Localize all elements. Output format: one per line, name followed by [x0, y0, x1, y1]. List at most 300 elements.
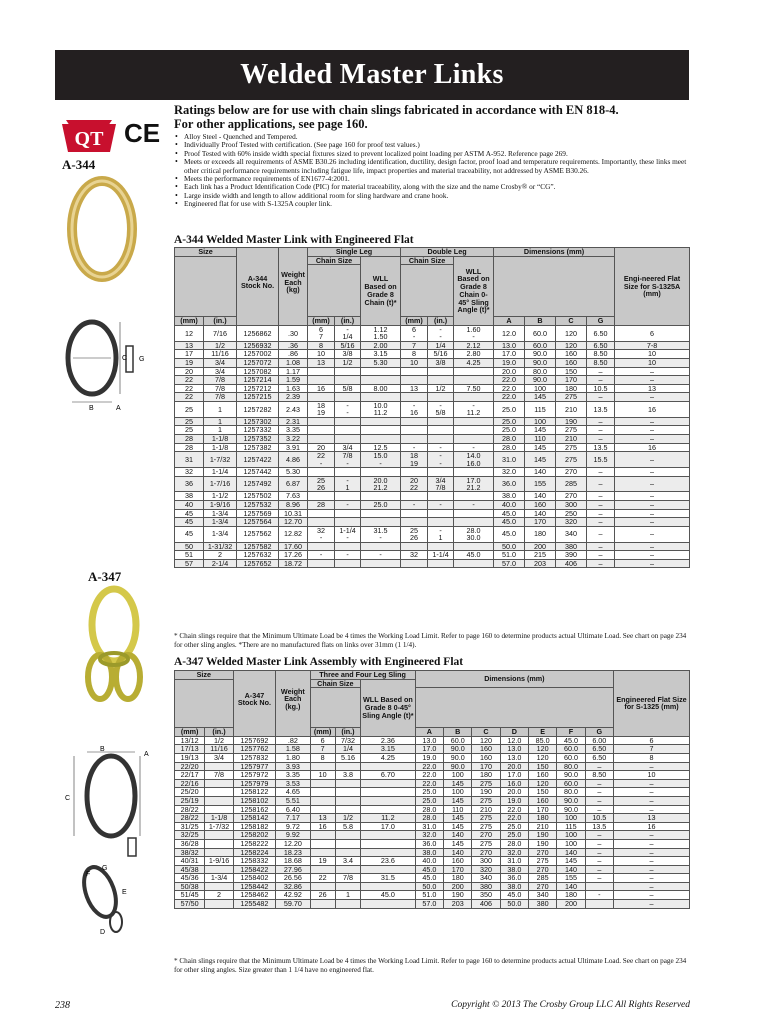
table-cell: 38/32 — [175, 848, 205, 857]
table-cell: 1-7/16 — [204, 476, 237, 492]
page-number: 238 — [55, 1000, 70, 1011]
table-cell: 285 — [556, 476, 587, 492]
table-cell: 270 — [528, 865, 556, 874]
table-row — [175, 891, 690, 900]
table-cell: 1258122 — [233, 788, 275, 797]
table-cell: 22.0 — [415, 779, 443, 788]
table-cell: 45 — [175, 509, 204, 518]
table-cell: 1257632 — [237, 551, 279, 560]
table-cell: – — [585, 848, 613, 857]
table-cell: 2.00 — [361, 341, 401, 350]
table-cell: 22.0 — [494, 393, 525, 402]
table-cell: 145 — [444, 779, 472, 788]
table-row — [175, 882, 690, 891]
table-cell: 4.25 — [454, 358, 494, 367]
table-cell: – — [587, 417, 615, 426]
table-cell — [335, 367, 361, 376]
table-cell: 1 — [204, 417, 237, 426]
table-cell — [205, 848, 233, 857]
table-cell: 140 — [525, 509, 556, 518]
diag2-label-b: B — [100, 746, 105, 753]
table-cell: 45/38 — [175, 865, 205, 874]
table-cell: 320 — [556, 518, 587, 527]
table-row — [175, 443, 690, 452]
table-cell: – — [585, 874, 613, 883]
table-cell: 320 — [472, 865, 500, 874]
table-cell: 28 — [308, 500, 335, 509]
col-group-double-leg: Double Leg — [401, 248, 494, 257]
feature-item: • Meets the performance requirements of EN1677-4:2001. — [174, 175, 690, 183]
table-row — [175, 865, 690, 874]
table-row — [175, 779, 690, 788]
table-cell: 1257762 — [233, 745, 275, 754]
table-cell: 25 26 — [308, 476, 335, 492]
col-double-chain-size: Chain Size — [401, 256, 454, 265]
table-cell: 1 — [204, 426, 237, 435]
table-cell — [335, 518, 361, 527]
table-cell: 28/22 — [175, 805, 205, 814]
table-cell: 115 — [525, 401, 556, 417]
table-cell: 26.56 — [276, 874, 310, 883]
ce-mark: CE — [124, 118, 161, 148]
table-cell: 11/16 — [204, 350, 237, 359]
table-cell: 270 — [472, 848, 500, 857]
table-cell: 13 — [615, 384, 690, 393]
table-cell: – — [585, 788, 613, 797]
table-row — [175, 376, 690, 385]
table-cell: 18 19 — [401, 452, 428, 468]
table-cell: 275 — [472, 839, 500, 848]
table-cell: 13 — [401, 384, 428, 393]
table-cell: 3.15 — [361, 350, 401, 359]
table-cell — [401, 426, 428, 435]
table-cell: 50.0 — [500, 900, 528, 909]
table-cell: 1.80 — [276, 753, 310, 762]
table-cell: – — [615, 542, 690, 551]
table-cell — [335, 559, 361, 568]
table-cell: 60.0 — [557, 745, 585, 754]
table-cell: 7.50 — [454, 384, 494, 393]
table-cell: 4.65 — [276, 788, 310, 797]
table-cell: – — [615, 492, 690, 501]
table-cell: 1257214 — [237, 376, 279, 385]
table-cell: - — [428, 443, 454, 452]
table-cell: - — [401, 500, 428, 509]
col-chain-size: Chain Size — [310, 679, 361, 688]
table-cell: 13.0 — [500, 753, 528, 762]
col-dim-g: G — [587, 317, 615, 326]
col-dim-e: E — [528, 728, 556, 737]
table-row — [175, 822, 690, 831]
table-cell: – — [587, 393, 615, 402]
product-label-a347: A-347 — [88, 569, 122, 584]
table-cell — [308, 376, 335, 385]
table-cell: 1257442 — [237, 467, 279, 476]
table-cell: 25 — [175, 417, 204, 426]
table-cell: 38.0 — [415, 848, 443, 857]
intro-heading-1: Ratings below are for use with chain slings fabricated in accordance with EN 818-4. — [174, 103, 619, 117]
table-cell: 180 — [556, 384, 587, 393]
table-cell — [310, 839, 335, 848]
table-cell: 350 — [472, 891, 500, 900]
col-group-single-leg: Single Leg — [308, 248, 401, 257]
col-dim-g: G — [585, 728, 613, 737]
table-cell: – — [615, 393, 690, 402]
table-cell: - 1 — [428, 526, 454, 542]
col-stock-no: A-347 Stock No. — [233, 671, 275, 728]
col-dim-c: C — [556, 317, 587, 326]
table-cell: 2 — [204, 551, 237, 560]
table-cell: 180 — [528, 814, 556, 823]
table-cell: - 16 — [401, 401, 428, 417]
table-cell: 28.0 — [500, 839, 528, 848]
table-cell: – — [614, 865, 690, 874]
table-cell: 16 — [308, 384, 335, 393]
col-size-mm: (mm) — [175, 317, 204, 326]
table-cell: 60.0 — [525, 325, 556, 341]
table-cell: – — [614, 762, 690, 771]
table-cell: 2 — [205, 891, 233, 900]
col-size-mm: (mm) — [175, 728, 205, 737]
table-cell: 3/8 — [428, 358, 454, 367]
table-cell: 160 — [556, 350, 587, 359]
table-cell: 6.50 — [587, 325, 615, 341]
table-cell: 1257564 — [237, 518, 279, 527]
col-single-wll: WLL Based on Grade 8 Chain (t)* — [361, 256, 401, 325]
table-cell: 7.63 — [279, 492, 308, 501]
table-cell: 2.39 — [279, 393, 308, 402]
table-cell: 1258142 — [233, 814, 275, 823]
table-cell: – — [585, 779, 613, 788]
table-cell: 28.0 — [494, 443, 525, 452]
table-cell: 17.60 — [279, 542, 308, 551]
table-cell: 36/28 — [175, 839, 205, 848]
table-cell: - - — [428, 325, 454, 341]
table-cell: 22/16 — [175, 779, 205, 788]
table-cell: – — [585, 857, 613, 866]
table-cell: 13/12 — [175, 736, 205, 745]
table-row — [175, 393, 690, 402]
diag-label-a: A — [116, 405, 121, 412]
table-cell: 60.0 — [557, 779, 585, 788]
table-row — [175, 796, 690, 805]
table-cell: 7/8 — [204, 393, 237, 402]
table-cell: – — [614, 805, 690, 814]
table-cell: 8.50 — [587, 358, 615, 367]
table-cell — [585, 882, 613, 891]
table-cell: 5.30 — [361, 358, 401, 367]
table-cell — [454, 417, 494, 426]
table-cell — [401, 417, 428, 426]
table-cell: 22 — [175, 384, 204, 393]
table-cell — [361, 779, 416, 788]
table-cell: 17.26 — [279, 551, 308, 560]
qt-logo — [60, 118, 118, 154]
table-cell: 160 — [525, 500, 556, 509]
table-cell: - 5/8 — [428, 401, 454, 417]
table-cell: 3.91 — [279, 443, 308, 452]
table-cell: 90.0 — [444, 753, 472, 762]
table-cell: 1257282 — [237, 401, 279, 417]
table-cell: 51.0 — [415, 891, 443, 900]
table-cell: 110 — [444, 805, 472, 814]
table-cell: 6.50 — [585, 745, 613, 754]
table-cell: 1258102 — [233, 796, 275, 805]
table-cell — [335, 805, 360, 814]
table-cell: 28 — [175, 443, 204, 452]
table-cell: 40 — [175, 500, 204, 509]
table-cell — [401, 367, 428, 376]
table-cell: 25 — [175, 426, 204, 435]
table-cell: 6 7 — [308, 325, 335, 341]
table-cell: 1.17 — [279, 367, 308, 376]
table-cell: 22.0 — [415, 762, 443, 771]
table-cell: 10 — [401, 358, 428, 367]
table-cell: 1257072 — [237, 358, 279, 367]
table-cell: 45.0 — [454, 551, 494, 560]
table-cell: 1258422 — [233, 865, 275, 874]
table-row — [175, 526, 690, 542]
table-cell — [335, 509, 361, 518]
table-cell: 406 — [472, 900, 500, 909]
table-cell: 1257972 — [233, 771, 275, 780]
col-single-chain-size: Chain Size — [308, 256, 361, 265]
table-cell: 1.59 — [279, 376, 308, 385]
table-cell: 170 — [472, 762, 500, 771]
table-cell — [454, 492, 494, 501]
table-cell: 160 — [472, 753, 500, 762]
table-cell: 12 — [175, 325, 204, 341]
table-cell: 27.96 — [276, 865, 310, 874]
table-cell: 150 — [528, 762, 556, 771]
table-cell: 7/8 — [204, 384, 237, 393]
table-cell — [401, 518, 428, 527]
col-flat-size: Engineered Flat Size for S-1325 (mm) — [614, 671, 690, 737]
table-cell: 22/20 — [175, 762, 205, 771]
table-cell: 36.0 — [500, 874, 528, 883]
table-cell: 28.0 30.0 — [454, 526, 494, 542]
table-cell: 1257382 — [237, 443, 279, 452]
table-cell: – — [614, 891, 690, 900]
table-cell: 120 — [528, 779, 556, 788]
table-cell — [310, 779, 335, 788]
table-cell: 11/16 — [205, 745, 233, 754]
table-cell: 16 — [614, 822, 690, 831]
table-cell — [308, 467, 335, 476]
table-cell — [335, 839, 360, 848]
table-cell: 275 — [472, 814, 500, 823]
table-cell: 11.2 — [361, 814, 416, 823]
table-cell — [428, 376, 454, 385]
table-cell: 1258224 — [233, 848, 275, 857]
table-cell: 25 26 — [401, 526, 428, 542]
table-row — [175, 788, 690, 797]
table-cell — [585, 900, 613, 909]
table-cell — [361, 467, 401, 476]
table-cell: – — [614, 839, 690, 848]
intro-section — [174, 103, 690, 209]
table-cell: 3/4 — [204, 358, 237, 367]
table-cell: 57/50 — [175, 900, 205, 909]
table-cell: 22.0 — [415, 771, 443, 780]
col-wll: WLL Based on Grade 8 0-45° Sling Angle (t)* — [361, 679, 416, 736]
table-cell: 180 — [525, 526, 556, 542]
table-cell: 17.0 — [500, 771, 528, 780]
table-cell: 80.0 — [525, 367, 556, 376]
table-cell: 38.0 — [494, 492, 525, 501]
table-cell: 1/4 — [335, 745, 360, 754]
table-cell: 17 — [175, 350, 204, 359]
table-cell: 12.70 — [279, 518, 308, 527]
table-cell: 45.0 — [494, 518, 525, 527]
col-group-size: Size — [175, 248, 237, 257]
table-cell: 90.0 — [525, 350, 556, 359]
table-cell: 180 — [444, 874, 472, 883]
table-cell — [205, 805, 233, 814]
table-cell: – — [615, 500, 690, 509]
table-cell: 90.0 — [444, 745, 472, 754]
table-cell: 1-7/32 — [204, 452, 237, 468]
table-cell: 1 — [335, 891, 360, 900]
table-cell: 140 — [525, 467, 556, 476]
table-cell — [308, 426, 335, 435]
table-cell — [205, 796, 233, 805]
table-cell — [308, 509, 335, 518]
a344-table-body — [175, 325, 690, 567]
table-cell: 3/4 7/8 — [428, 476, 454, 492]
table-cell: 38.0 — [500, 865, 528, 874]
table-cell: 1257352 — [237, 434, 279, 443]
table-cell: – — [587, 518, 615, 527]
table-cell: – — [585, 796, 613, 805]
table-cell: 50/38 — [175, 882, 205, 891]
table-cell: 1258202 — [233, 831, 275, 840]
table-cell: 8.50 — [587, 350, 615, 359]
table-cell: 1257977 — [233, 762, 275, 771]
table-cell — [310, 831, 335, 840]
col-dim-a: A — [415, 728, 443, 737]
table-cell: 160 — [528, 771, 556, 780]
table-cell: 90.0 — [557, 771, 585, 780]
table-cell: 25.0 — [415, 788, 443, 797]
table-cell: 42.92 — [276, 891, 310, 900]
diag-label-g: G — [139, 356, 145, 363]
table-cell: 10 — [615, 350, 690, 359]
table-cell: 3.15 — [361, 745, 416, 754]
table-cell: 18.72 — [279, 559, 308, 568]
table-cell: 145 — [525, 393, 556, 402]
table-cell: 7/8 — [204, 376, 237, 385]
table-row — [175, 874, 690, 883]
table-cell: 18.23 — [276, 848, 310, 857]
table-cell: 210 — [528, 822, 556, 831]
table-cell: 9.72 — [276, 822, 310, 831]
table-cell — [361, 367, 401, 376]
table-cell: 275 — [528, 857, 556, 866]
diag2-label-a: A — [144, 751, 149, 758]
table-cell: 406 — [556, 559, 587, 568]
table-cell: - — [335, 500, 361, 509]
table-cell: 16.0 — [500, 779, 528, 788]
table-cell: 20.0 — [500, 788, 528, 797]
table-row — [175, 805, 690, 814]
table-cell: 51.0 — [494, 551, 525, 560]
table-cell: 80.0 — [557, 788, 585, 797]
table-cell: 1258402 — [233, 874, 275, 883]
table-cell — [361, 865, 416, 874]
table-cell: 45.0 — [557, 736, 585, 745]
table-cell: 10.5 — [585, 814, 613, 823]
table-cell: 28.0 — [415, 814, 443, 823]
feature-item: • Engineered flat for use with S-1325A coupler link. — [174, 200, 690, 208]
table-cell: 12.82 — [279, 526, 308, 542]
table-cell: 6.50 — [585, 753, 613, 762]
table-cell — [454, 542, 494, 551]
table-cell: 150 — [556, 367, 587, 376]
table-cell: 250 — [556, 509, 587, 518]
table-cell: 50.0 — [494, 542, 525, 551]
feature-list — [174, 133, 690, 209]
table-cell: 7-8 — [615, 341, 690, 350]
table-cell: 20 — [308, 443, 335, 452]
table-cell: 3.22 — [279, 434, 308, 443]
table-cell: – — [614, 831, 690, 840]
table-row — [175, 857, 690, 866]
col-double-in: (in.) — [428, 317, 454, 326]
table-cell: 25.0 — [494, 401, 525, 417]
table-cell: 120 — [472, 736, 500, 745]
table-cell: 160 — [556, 358, 587, 367]
table-cell — [361, 492, 401, 501]
table-row — [175, 350, 690, 359]
diag2-label-d: D — [100, 929, 106, 936]
table-cell: 7 — [310, 745, 335, 754]
table-cell: 200 — [525, 542, 556, 551]
a347-dimension-diagram — [56, 744, 160, 944]
col-chain-in: (in.) — [335, 728, 360, 737]
table-cell: 1.12 1.50 — [361, 325, 401, 341]
table-cell: 19.0 — [415, 753, 443, 762]
table-cell — [428, 467, 454, 476]
table-cell: 59.70 — [276, 900, 310, 909]
table-cell — [401, 559, 428, 568]
table-cell: 145 — [557, 857, 585, 866]
table-cell: 270 — [528, 848, 556, 857]
table-cell — [454, 434, 494, 443]
table-cell: 36.0 — [415, 839, 443, 848]
table-cell: 145 — [444, 796, 472, 805]
table-row — [175, 417, 690, 426]
table-cell: 38.0 — [500, 882, 528, 891]
table-cell: 100 — [557, 814, 585, 823]
table-cell: 1258442 — [233, 882, 275, 891]
table-cell: 50.0 — [415, 882, 443, 891]
feature-item: • Proof Tested with 60% inside width special fixtures sized to prevent localized point loading per ASTM A-952. Reference page 269. — [174, 150, 690, 158]
table-cell — [454, 426, 494, 435]
table-cell: 23.6 — [361, 857, 416, 866]
table-cell — [335, 417, 361, 426]
table-cell: 28 — [175, 434, 204, 443]
table-cell — [361, 839, 416, 848]
table-cell: 270 — [528, 882, 556, 891]
table-cell — [428, 509, 454, 518]
table-cell: - 11.2 — [454, 401, 494, 417]
table-cell: - — [454, 500, 494, 509]
table-cell: 1-1/8 — [204, 443, 237, 452]
table-cell: 40.0 — [494, 500, 525, 509]
table-cell — [205, 865, 233, 874]
table-cell: 4.86 — [279, 452, 308, 468]
